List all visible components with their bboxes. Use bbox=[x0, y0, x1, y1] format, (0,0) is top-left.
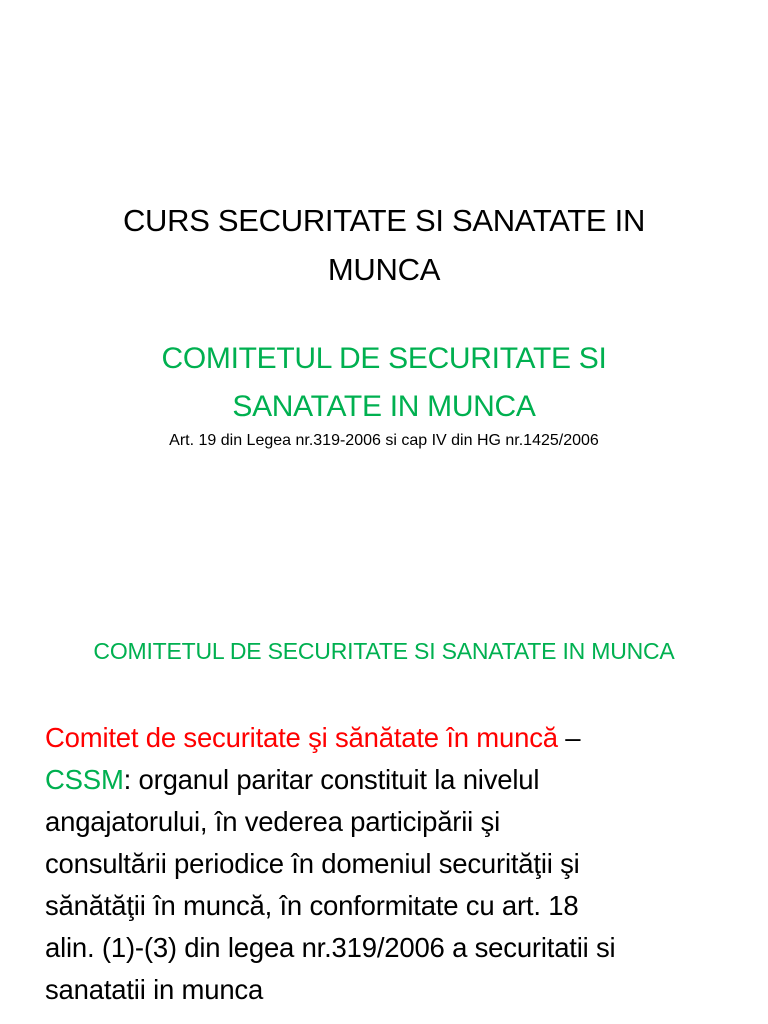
subtitle-line-2: SANATATE IN MUNCA bbox=[232, 390, 536, 423]
definition-line-1 bbox=[45, 717, 735, 759]
definition-body bbox=[45, 717, 735, 1011]
slide-title-heading bbox=[40, 196, 728, 294]
title-line-1: CURS SECURITATE SI SANATATE IN bbox=[122, 203, 646, 238]
definition-dash: – bbox=[557, 722, 581, 753]
slide-definition bbox=[0, 560, 768, 1024]
definition-line-2-rest: : organul paritar constituit la nivelul bbox=[123, 764, 540, 795]
abbreviation: CSSM bbox=[45, 764, 124, 795]
subtitle-line-1: COMITETUL DE SECURITATE SI bbox=[161, 342, 607, 375]
definition-line-7: sanatatii in munca bbox=[45, 974, 264, 1005]
slide-subtitle bbox=[40, 335, 728, 431]
definition-line-4: consultării periodice în domeniul securităţii şi bbox=[45, 848, 580, 879]
definition-heading: COMITETUL DE SECURITATE SI SANATATE IN MUNCA bbox=[93, 638, 675, 664]
definition-line-6: alin. (1)-(3) din legea nr.319/2006 a securitatii si bbox=[45, 932, 616, 963]
definition-term: Comitet de securitate şi sănătate în muncă bbox=[45, 722, 558, 753]
legal-reference: Art. 19 din Legea nr.319-2006 si cap IV din HG nr.1425/2006 bbox=[169, 432, 599, 449]
title-line-2: MUNCA bbox=[327, 252, 441, 287]
definition-line-2 bbox=[45, 759, 735, 801]
definition-line-3: angajatorului, în vederea participării şi bbox=[45, 806, 500, 837]
definition-line-5: sănătăţii în muncă, în conformitate cu art. 18 bbox=[45, 890, 579, 921]
